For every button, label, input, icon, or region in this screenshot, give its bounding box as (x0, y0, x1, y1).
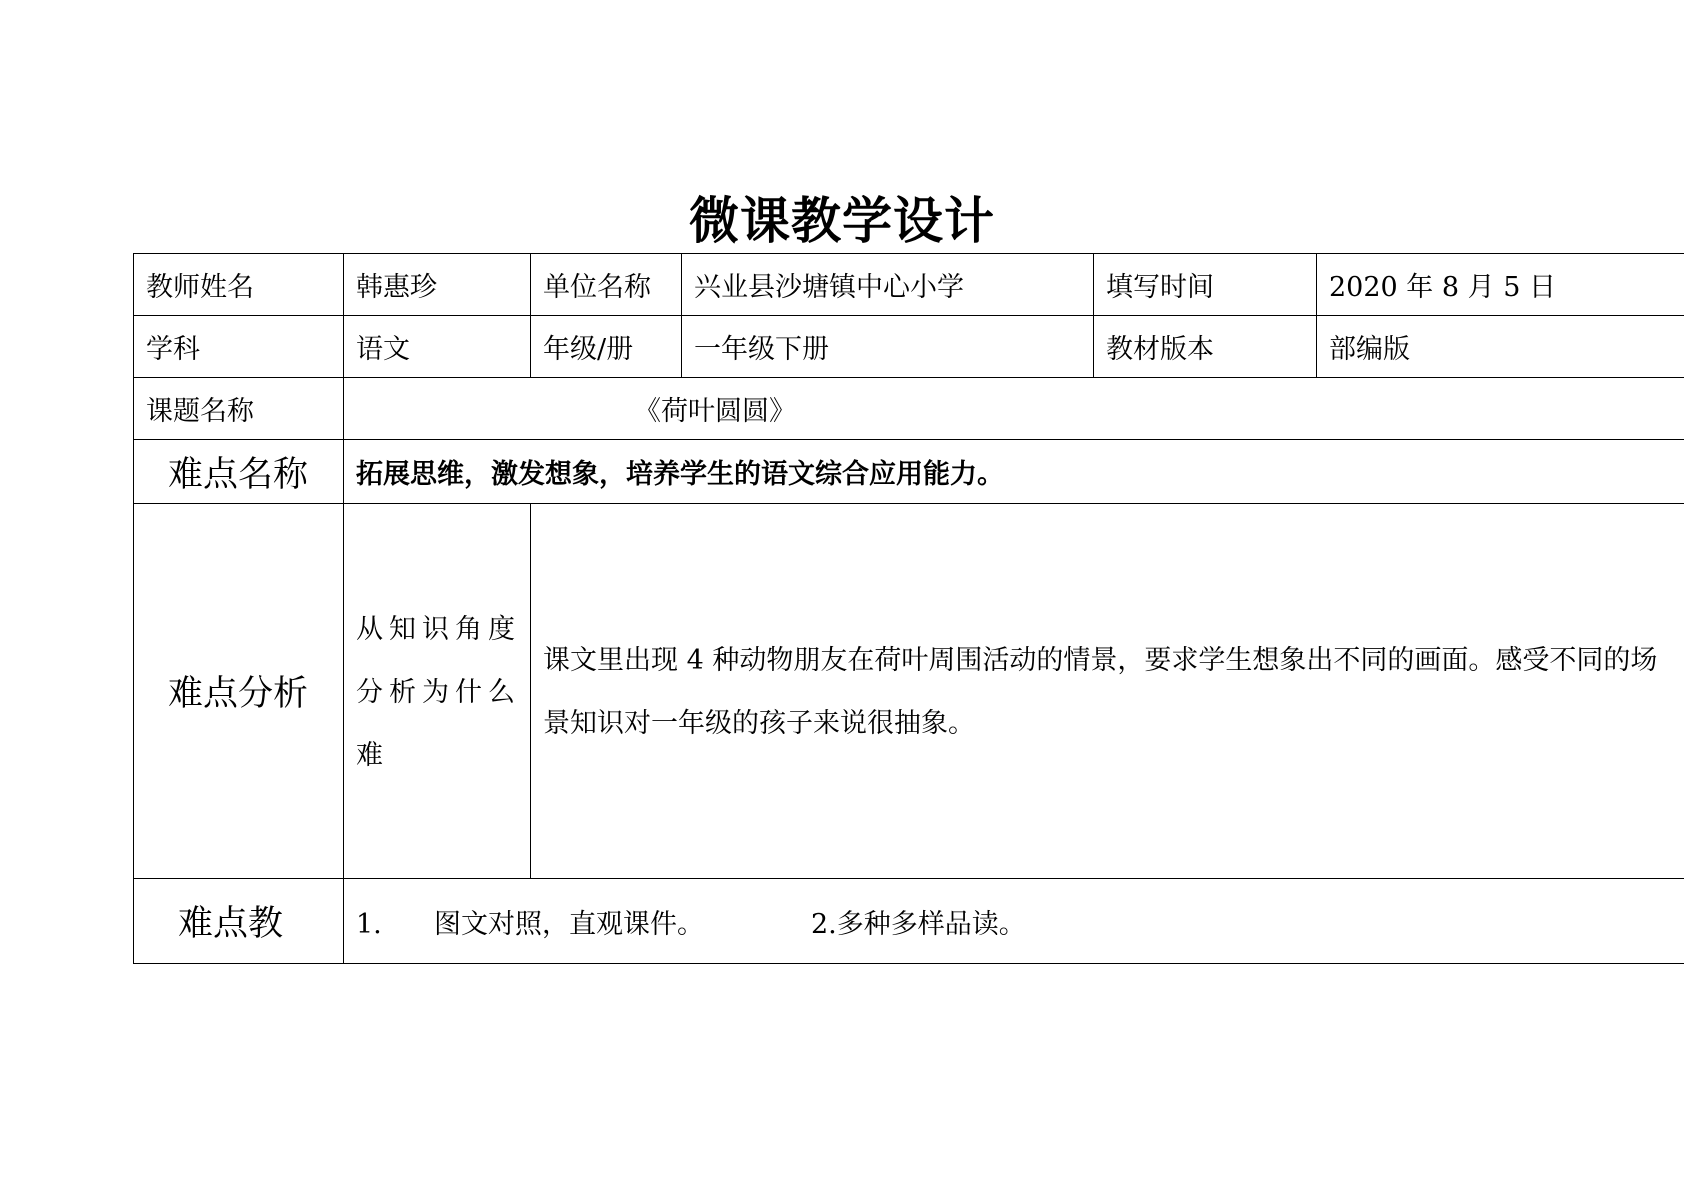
fill-date-value: 2020 年 8 月 5 日 (1317, 254, 1684, 316)
subject-label: 学科 (134, 316, 344, 378)
table-row-difficulty (134, 440, 1684, 504)
analysis-text: 课文里出现 4 种动物朋友在荷叶周围活动的情景，要求学生想象出不同的画面。感受不同的场景知识对一年级的孩子来说很抽象。 (531, 504, 1684, 879)
table-row-subject (134, 316, 1684, 378)
analysis-sub-label: 从知识角度分析为什么难 (344, 504, 531, 879)
topic-value: 《荷叶圆圆》 (344, 378, 1684, 440)
difficulty-value: 拓展思维，激发想象，培养学生的语文综合应用能力。 (344, 440, 1684, 504)
teacher-name-value: 韩惠珍 (344, 254, 531, 316)
lesson-design-table (133, 253, 1684, 964)
analysis-label: 难点分析 (134, 504, 344, 879)
document-title: 微课教学设计 (689, 192, 995, 250)
edition-value: 部编版 (1317, 316, 1684, 378)
grade-label: 年级/册 (531, 316, 682, 378)
strategy-1-text: 图文对照，直观课件。 (434, 908, 704, 940)
unit-name-label: 单位名称 (531, 254, 682, 316)
topic-label: 课题名称 (134, 378, 344, 440)
fill-date-label: 填写时间 (1094, 254, 1317, 316)
strategy-2-text: 2.多种多样品读。 (811, 908, 1026, 940)
teaching-strategies (344, 879, 1684, 964)
teacher-name-label: 教师姓名 (134, 254, 344, 316)
subject-value: 语文 (344, 316, 531, 378)
table-row-teacher (134, 254, 1684, 316)
difficulty-label: 难点名称 (134, 440, 344, 504)
table-row-teaching (134, 879, 1684, 964)
unit-name-value: 兴业县沙塘镇中心小学 (682, 254, 1094, 316)
edition-label: 教材版本 (1094, 316, 1317, 378)
strategy-1-number: 1. (356, 908, 382, 940)
grade-value: 一年级下册 (682, 316, 1094, 378)
table-row-topic (134, 378, 1684, 440)
table-row-analysis (134, 504, 1684, 879)
teaching-label: 难点教 (134, 879, 344, 964)
